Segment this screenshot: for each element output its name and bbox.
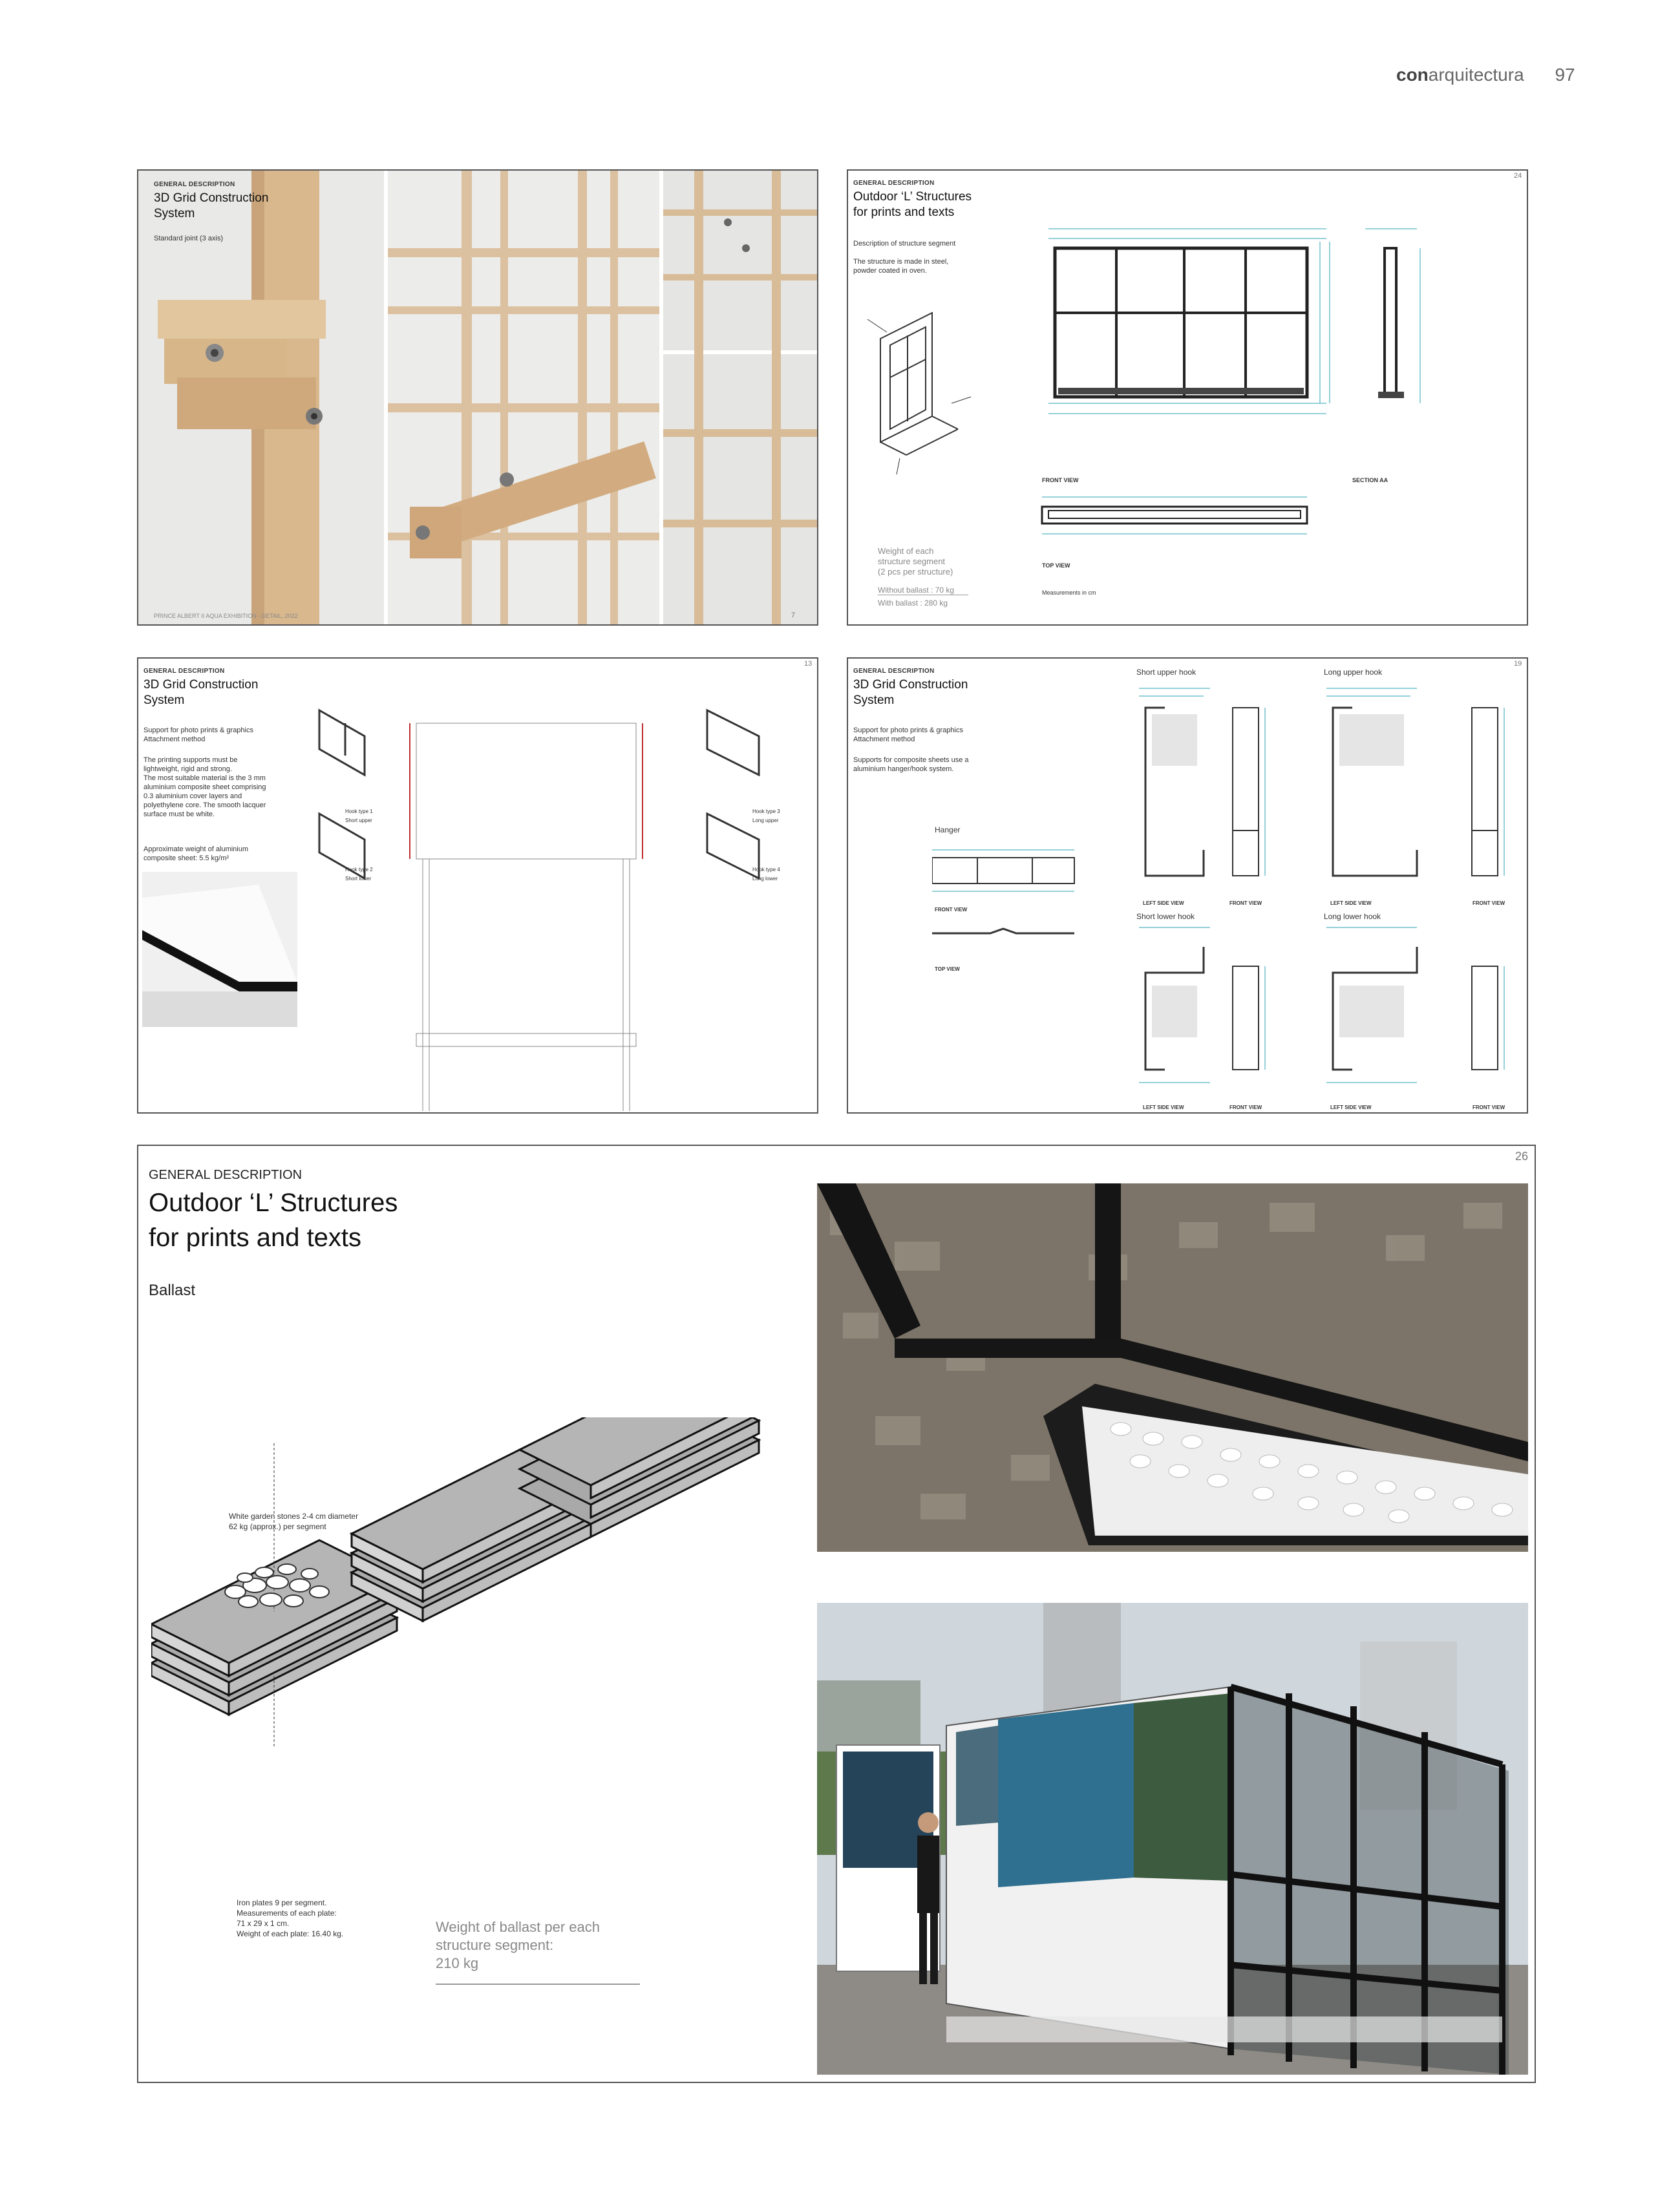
- panel-title-line1: Outdoor ‘L’ Structures: [149, 1189, 398, 1217]
- weight-line3: (2 pcs per structure): [878, 567, 953, 577]
- structure-description: Description of structure segment: [853, 240, 956, 248]
- panel-title-line2: System: [144, 693, 185, 707]
- wood-joint-photo: [138, 171, 818, 626]
- support-line1: Support for photo prints & graphics: [853, 726, 963, 734]
- long-lower-front-view: FRONT VIEW: [1473, 1105, 1505, 1110]
- hook-type-3-label: Hook type 3 Long upper: [752, 809, 780, 823]
- hanger-label: Hanger: [935, 825, 961, 834]
- weight-line2: structure segment: [878, 556, 946, 566]
- section-label: SECTION AA: [1352, 477, 1388, 483]
- white-stones-icon: [216, 1560, 345, 1618]
- panel-footer: PRINCE ALBERT II AQUA EXHIBITION - DETAIL, 2022: [154, 613, 298, 619]
- material-line6: polyethylene core. The smooth lacquer: [144, 801, 266, 809]
- long-lower-left-view: LEFT SIDE VIEW: [1330, 1105, 1372, 1110]
- hook-type-1-label: Hook type 1 Short upper: [345, 809, 373, 823]
- structure-material-line2: powder coated in oven.: [853, 267, 927, 275]
- panel-label: GENERAL DESCRIPTION: [144, 668, 225, 675]
- stones-note-line1: White garden stones 2-4 cm diameter: [229, 1512, 359, 1521]
- plates-note-line3: 71 x 29 x 1 cm.: [237, 1919, 290, 1928]
- page-number: 97: [1555, 65, 1575, 85]
- weight-line1: Weight of each: [878, 546, 934, 556]
- measurements-note: Measurements in cm: [1042, 589, 1096, 596]
- panel-3d-grid-photo: [137, 169, 818, 626]
- weight-with-ballast: With ballast : 280 kg: [878, 598, 948, 608]
- panel-outdoor-structure-drawings: [847, 169, 1528, 626]
- stones-note-line2: 62 kg (approx.) per segment: [229, 1522, 326, 1531]
- weight-without-ballast: Without ballast : 70 kg: [878, 586, 968, 595]
- panel-label: GENERAL DESCRIPTION: [149, 1168, 303, 1182]
- panel-title-line2: for prints and texts: [149, 1223, 362, 1252]
- material-line1: The printing supports must be: [144, 756, 238, 764]
- exhibition-structure-photo: [817, 1603, 1528, 2075]
- panel-print-support: [137, 657, 818, 1114]
- panel-title-line1: Outdoor ‘L’ Structures: [853, 190, 972, 204]
- running-header: [1396, 65, 1590, 90]
- hanger-front-view-label: FRONT VIEW: [935, 907, 968, 913]
- weight-line1: Approximate weight of aluminium: [144, 845, 249, 853]
- brand-name: arquitectura: [1428, 65, 1524, 85]
- ballast-tray-photo: [817, 1183, 1528, 1552]
- material-line2: lightweight, rigid and strong.: [144, 765, 232, 773]
- support-line2: Attachment method: [144, 736, 206, 743]
- panel-label: GENERAL DESCRIPTION: [853, 668, 935, 675]
- short-lower-left-view: LEFT SIDE VIEW: [1143, 1105, 1184, 1110]
- panel-title-line1: 3D Grid Construction: [853, 678, 968, 692]
- support-line2: Attachment method: [853, 736, 915, 743]
- panel-page-number: 26: [1515, 1150, 1529, 1163]
- top-view-label: TOP VIEW: [1042, 562, 1070, 569]
- short-upper-left-view: LEFT SIDE VIEW: [1143, 900, 1184, 906]
- top-view-drawing: [1029, 487, 1326, 545]
- panel-label: GENERAL DESCRIPTION: [853, 180, 935, 187]
- hook-type-2-label: Hook type 2 Short lower: [345, 867, 373, 882]
- panel-title-line2: System: [154, 207, 195, 220]
- material-line5: 0.3 aluminium cover layers and: [144, 792, 242, 800]
- hook-attachment-diagram: [306, 697, 811, 1111]
- ballast-weight-line3: 210 kg: [436, 1955, 479, 1971]
- front-view-drawing: [1029, 209, 1352, 429]
- plates-note-line2: Measurements of each plate:: [237, 1909, 337, 1918]
- plates-note-line1: Iron plates 9 per segment.: [237, 1898, 327, 1907]
- weight-rule: [436, 1984, 640, 1985]
- long-upper-hook-label: Long upper hook: [1324, 668, 1383, 677]
- panel-title-line2: System: [853, 693, 895, 707]
- panel-ballast: [137, 1145, 1536, 2083]
- panel-title-line2: for prints and texts: [853, 206, 955, 219]
- composite-sheet-render: [142, 872, 297, 1027]
- panel-subtitle: Standard joint (3 axis): [154, 235, 223, 242]
- short-lower-front-view: FRONT VIEW: [1229, 1105, 1262, 1110]
- material-line3: The most suitable material is the 3 mm: [144, 774, 266, 782]
- hook-drawings: [1132, 682, 1527, 1108]
- panel-hook-system: [847, 657, 1528, 1114]
- short-upper-front-view: FRONT VIEW: [1229, 900, 1262, 906]
- front-view-label: FRONT VIEW: [1042, 477, 1079, 483]
- long-lower-hook-label: Long lower hook: [1324, 912, 1381, 921]
- structure-material-line1: The structure is made in steel,: [853, 258, 949, 266]
- hanger-line1: Supports for composite sheets use a: [853, 756, 969, 764]
- material-line4: aluminium composite sheet comprising: [144, 783, 266, 791]
- hook-type-4-label: Hook type 4 Long lower: [752, 867, 780, 882]
- ballast-weight-line2: structure segment:: [436, 1937, 554, 1953]
- structure-axonometric: [861, 306, 977, 481]
- panel-subtitle: Ballast: [149, 1282, 196, 1299]
- hanger-line2: aluminium hanger/hook system.: [853, 765, 954, 773]
- long-upper-front-view: FRONT VIEW: [1473, 900, 1505, 906]
- panel-title-line1: 3D Grid Construction: [144, 678, 259, 692]
- hanger-top-view-label: TOP VIEW: [935, 966, 960, 972]
- weight-line2: composite sheet: 5.5 kg/m²: [144, 854, 229, 862]
- hanger-drawing: [932, 846, 1094, 943]
- short-upper-hook-label: Short upper hook: [1136, 668, 1196, 677]
- panel-page-number: 24: [1514, 172, 1522, 180]
- support-line1: Support for photo prints & graphics: [144, 726, 253, 734]
- brand-bold: con: [1396, 65, 1429, 85]
- panel-label: GENERAL DESCRIPTION: [154, 181, 235, 188]
- plates-note-line4: Weight of each plate: 16.40 kg.: [237, 1929, 344, 1938]
- long-upper-left-view: LEFT SIDE VIEW: [1330, 900, 1372, 906]
- section-drawing: [1352, 209, 1430, 429]
- material-line7: surface must be white.: [144, 810, 215, 818]
- panel-page-number: 13: [804, 660, 813, 668]
- panel-page-number: 7: [791, 611, 796, 619]
- panel-page-number: 19: [1514, 660, 1522, 668]
- panel-title-line1: 3D Grid Construction: [154, 191, 269, 205]
- ballast-weight-line1: Weight of ballast per each: [436, 1919, 600, 1935]
- short-lower-hook-label: Short lower hook: [1136, 912, 1195, 921]
